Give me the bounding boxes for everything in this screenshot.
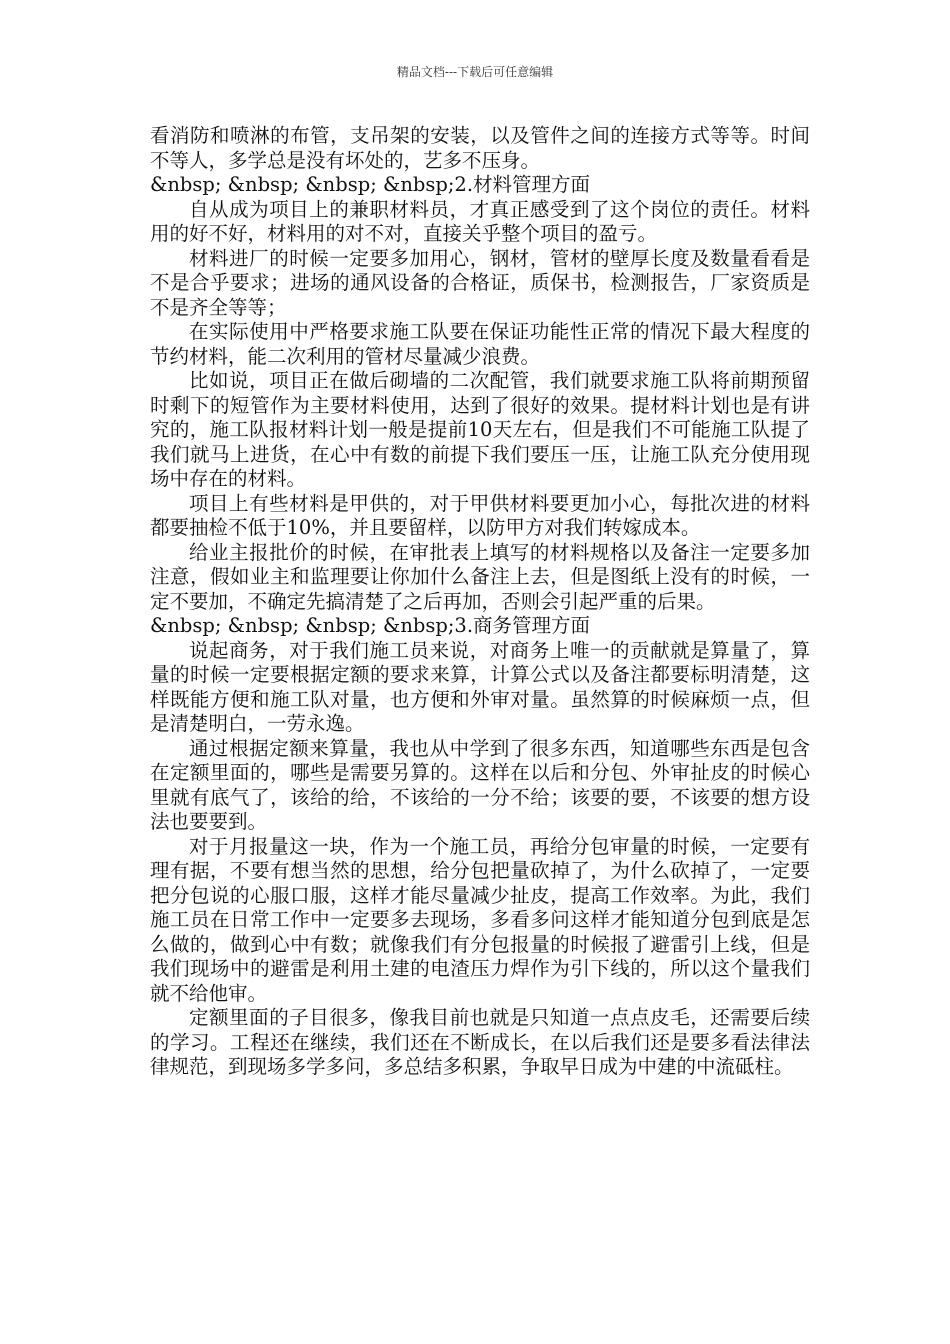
paragraph: 材料进厂的时候一定要多加用心，钢材，管材的壁厚长度及数量看看是不是合乎要求；进场的通风设备的合格证，质保书，检测报告，厂家资质是不是齐全等等； xyxy=(150,246,810,319)
section-heading-materials: &nbsp; &nbsp; &nbsp; &nbsp;2.材料管理方面 xyxy=(150,173,591,196)
paragraph: 在实际使用中严格要求施工队要在保证功能性正常的情况下最大程度的节约材料，能二次利用的管材尽量减少浪费。 xyxy=(150,320,810,368)
paragraph: 对于月报量这一块，作为一个施工员，再给分包审量的时候，一定要有理有据，不要有想当然的思想，给分包把量砍掉了，为什么砍掉了，一定要把分包说的心服口服，这样才能尽量减少扯皮，提高工作效率。为此，我们施工员在日常工作中一定要多去现场，多看多问这样才能知道分包到底是怎么做的，做到心中有数；就像我们有分包报量的时候报了避雷引上线，但是我们现场中的避雷是利用土建的电渣压力焊作为引下线的，所以这个量我们就不给他审。 xyxy=(150,834,810,1005)
paragraph: 给业主报批价的时候，在审批表上填写的材料规格以及备注一定要多加注意，假如业主和监理要让你加什么备注上去，但是图纸上没有的时候，一定不要加，不确定先搞清楚了之后再加，否则会引起严重的后果。 xyxy=(150,540,810,613)
paragraph: 看消防和喷淋的布管，支吊架的安装，以及管件之间的连接方式等等。时间不等人，多学总是没有坏处的，艺多不压身。 xyxy=(150,124,810,172)
page-header: 精品文档---下载后可任意编辑 xyxy=(396,65,554,79)
paragraph: 项目上有些材料是甲供的，对于甲供材料要更加小心，每批次进的材料都要抽检不低于10%，并且要留样，以防甲方对我们转嫁成本。 xyxy=(150,491,810,539)
paragraph: 比如说，项目正在做后砌墙的二次配管，我们就要求施工队将前期预留时剩下的短管作为主要材料使用，达到了很好的效果。提材料计划也是有讲究的，施工队报材料计划一般是提前10天左右，但是我们不可能施工队提了我们就马上进货，在心中有数的前提下我们要压一压，让施工队充分使用现场中存在的材料。 xyxy=(150,369,810,490)
paragraph: 自从成为项目上的兼职材料员，才真正感受到了这个岗位的责任。材料用的好不好，材料用的对不对，直接关乎整个项目的盈亏。 xyxy=(150,197,810,245)
document-body xyxy=(150,124,810,1080)
paragraph: 通过根据定额来算量，我也从中学到了很多东西，知道哪些东西是包含在定额里面的，哪些是需要另算的。这样在以后和分包、外审扯皮的时候心里就有底气了，该给的给，不该给的一分不给；该要的要，不该要的想方设法也要要到。 xyxy=(150,736,810,833)
paragraph: 说起商务，对于我们施工员来说，对商务上唯一的贡献就是算量了，算量的时候一定要根据定额的要求来算，计算公式以及备注都要标明清楚，这样既能方便和施工队对量，也方便和外审对量。虽然算的时候麻烦一点，但是清楚明白，一劳永逸。 xyxy=(150,638,810,735)
paragraph: 定额里面的子目很多，像我目前也就是只知道一点点皮毛，还需要后续的学习。工程还在继续，我们还在不断成长，在以后我们还是要多看法律法律规范，到现场多学多问，多总结多积累，争取早日成为中建的中流砥柱。 xyxy=(150,1006,810,1078)
section-heading-commerce: &nbsp; &nbsp; &nbsp; &nbsp;3.商务管理方面 xyxy=(150,614,591,637)
